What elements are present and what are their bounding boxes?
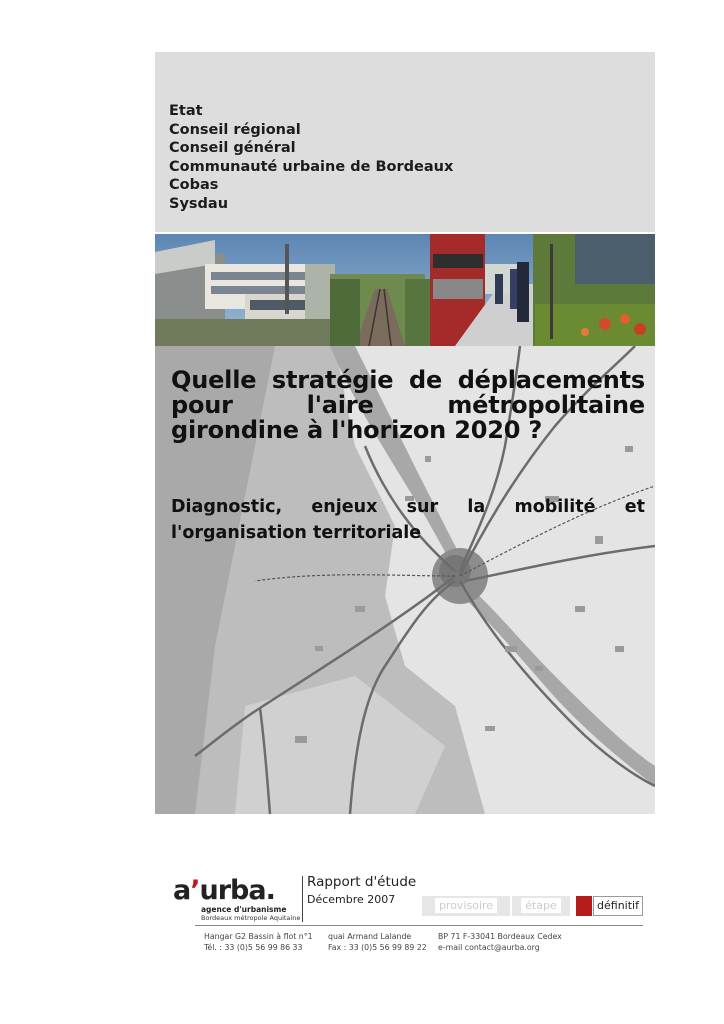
status-definitif-marker	[576, 896, 592, 916]
cover	[155, 52, 655, 814]
status-definitif: définitif	[593, 896, 643, 916]
partner-conseil-regional: Conseil régional	[169, 121, 301, 138]
fax-line: Fax : 33 (0)5 56 99 89 22	[328, 943, 427, 952]
page-subtitle: Diagnostic, enjeux sur la mobilité et l'organisation territoriale	[171, 497, 645, 543]
status-provisoire-label: provisoire	[435, 898, 497, 913]
logo-region: Bordeaux métropole Aquitaine	[201, 914, 301, 922]
address-line: Hangar G2 Bassin à flot n°1	[204, 932, 313, 941]
partner-cobas: Cobas	[169, 177, 219, 193]
logo-tagline: agence d'urbanisme	[201, 905, 287, 914]
divider	[302, 876, 303, 922]
aurba-logo	[173, 876, 301, 926]
email-line[interactable]: e-mail contact@aurba.org	[438, 943, 540, 952]
report-date: Décembre 2007	[307, 893, 396, 906]
cover-photo	[155, 234, 655, 346]
phone-line: Tél. : 33 (0)5 56 99 86 33	[204, 943, 303, 952]
logo-mark-suffix: urba.	[199, 875, 275, 906]
report-type: Rapport d'étude	[307, 874, 417, 890]
status-provisoire	[422, 896, 510, 916]
cover-map	[155, 346, 655, 814]
logo-mark-quote: ’	[190, 875, 200, 906]
address-line: BP 71 F-33041 Bordeaux Cedex	[438, 932, 562, 941]
status-etape	[512, 896, 570, 916]
partner-etat: Etat	[169, 103, 203, 119]
partner-cub: Communauté urbaine de Bordeaux	[169, 158, 454, 175]
logo-mark	[173, 876, 301, 906]
cover-photo-strip	[155, 232, 655, 346]
address-col-3	[438, 931, 562, 953]
address-col-2	[328, 931, 427, 953]
footer-divider	[195, 925, 643, 926]
partner-sysdau: Sysdau	[169, 195, 229, 212]
address-col-1	[204, 931, 313, 953]
status-etape-label: étape	[521, 898, 561, 913]
partners-block	[155, 52, 655, 232]
page-title: Quelle stratégie de déplacements pour l'aire métropolitaine girondine à l'horizon 2020 ?	[171, 366, 645, 444]
partner-conseil-general: Conseil général	[169, 140, 296, 156]
address-line: quai Armand Lalande	[328, 932, 412, 941]
logo-mark-prefix: a	[173, 875, 191, 906]
